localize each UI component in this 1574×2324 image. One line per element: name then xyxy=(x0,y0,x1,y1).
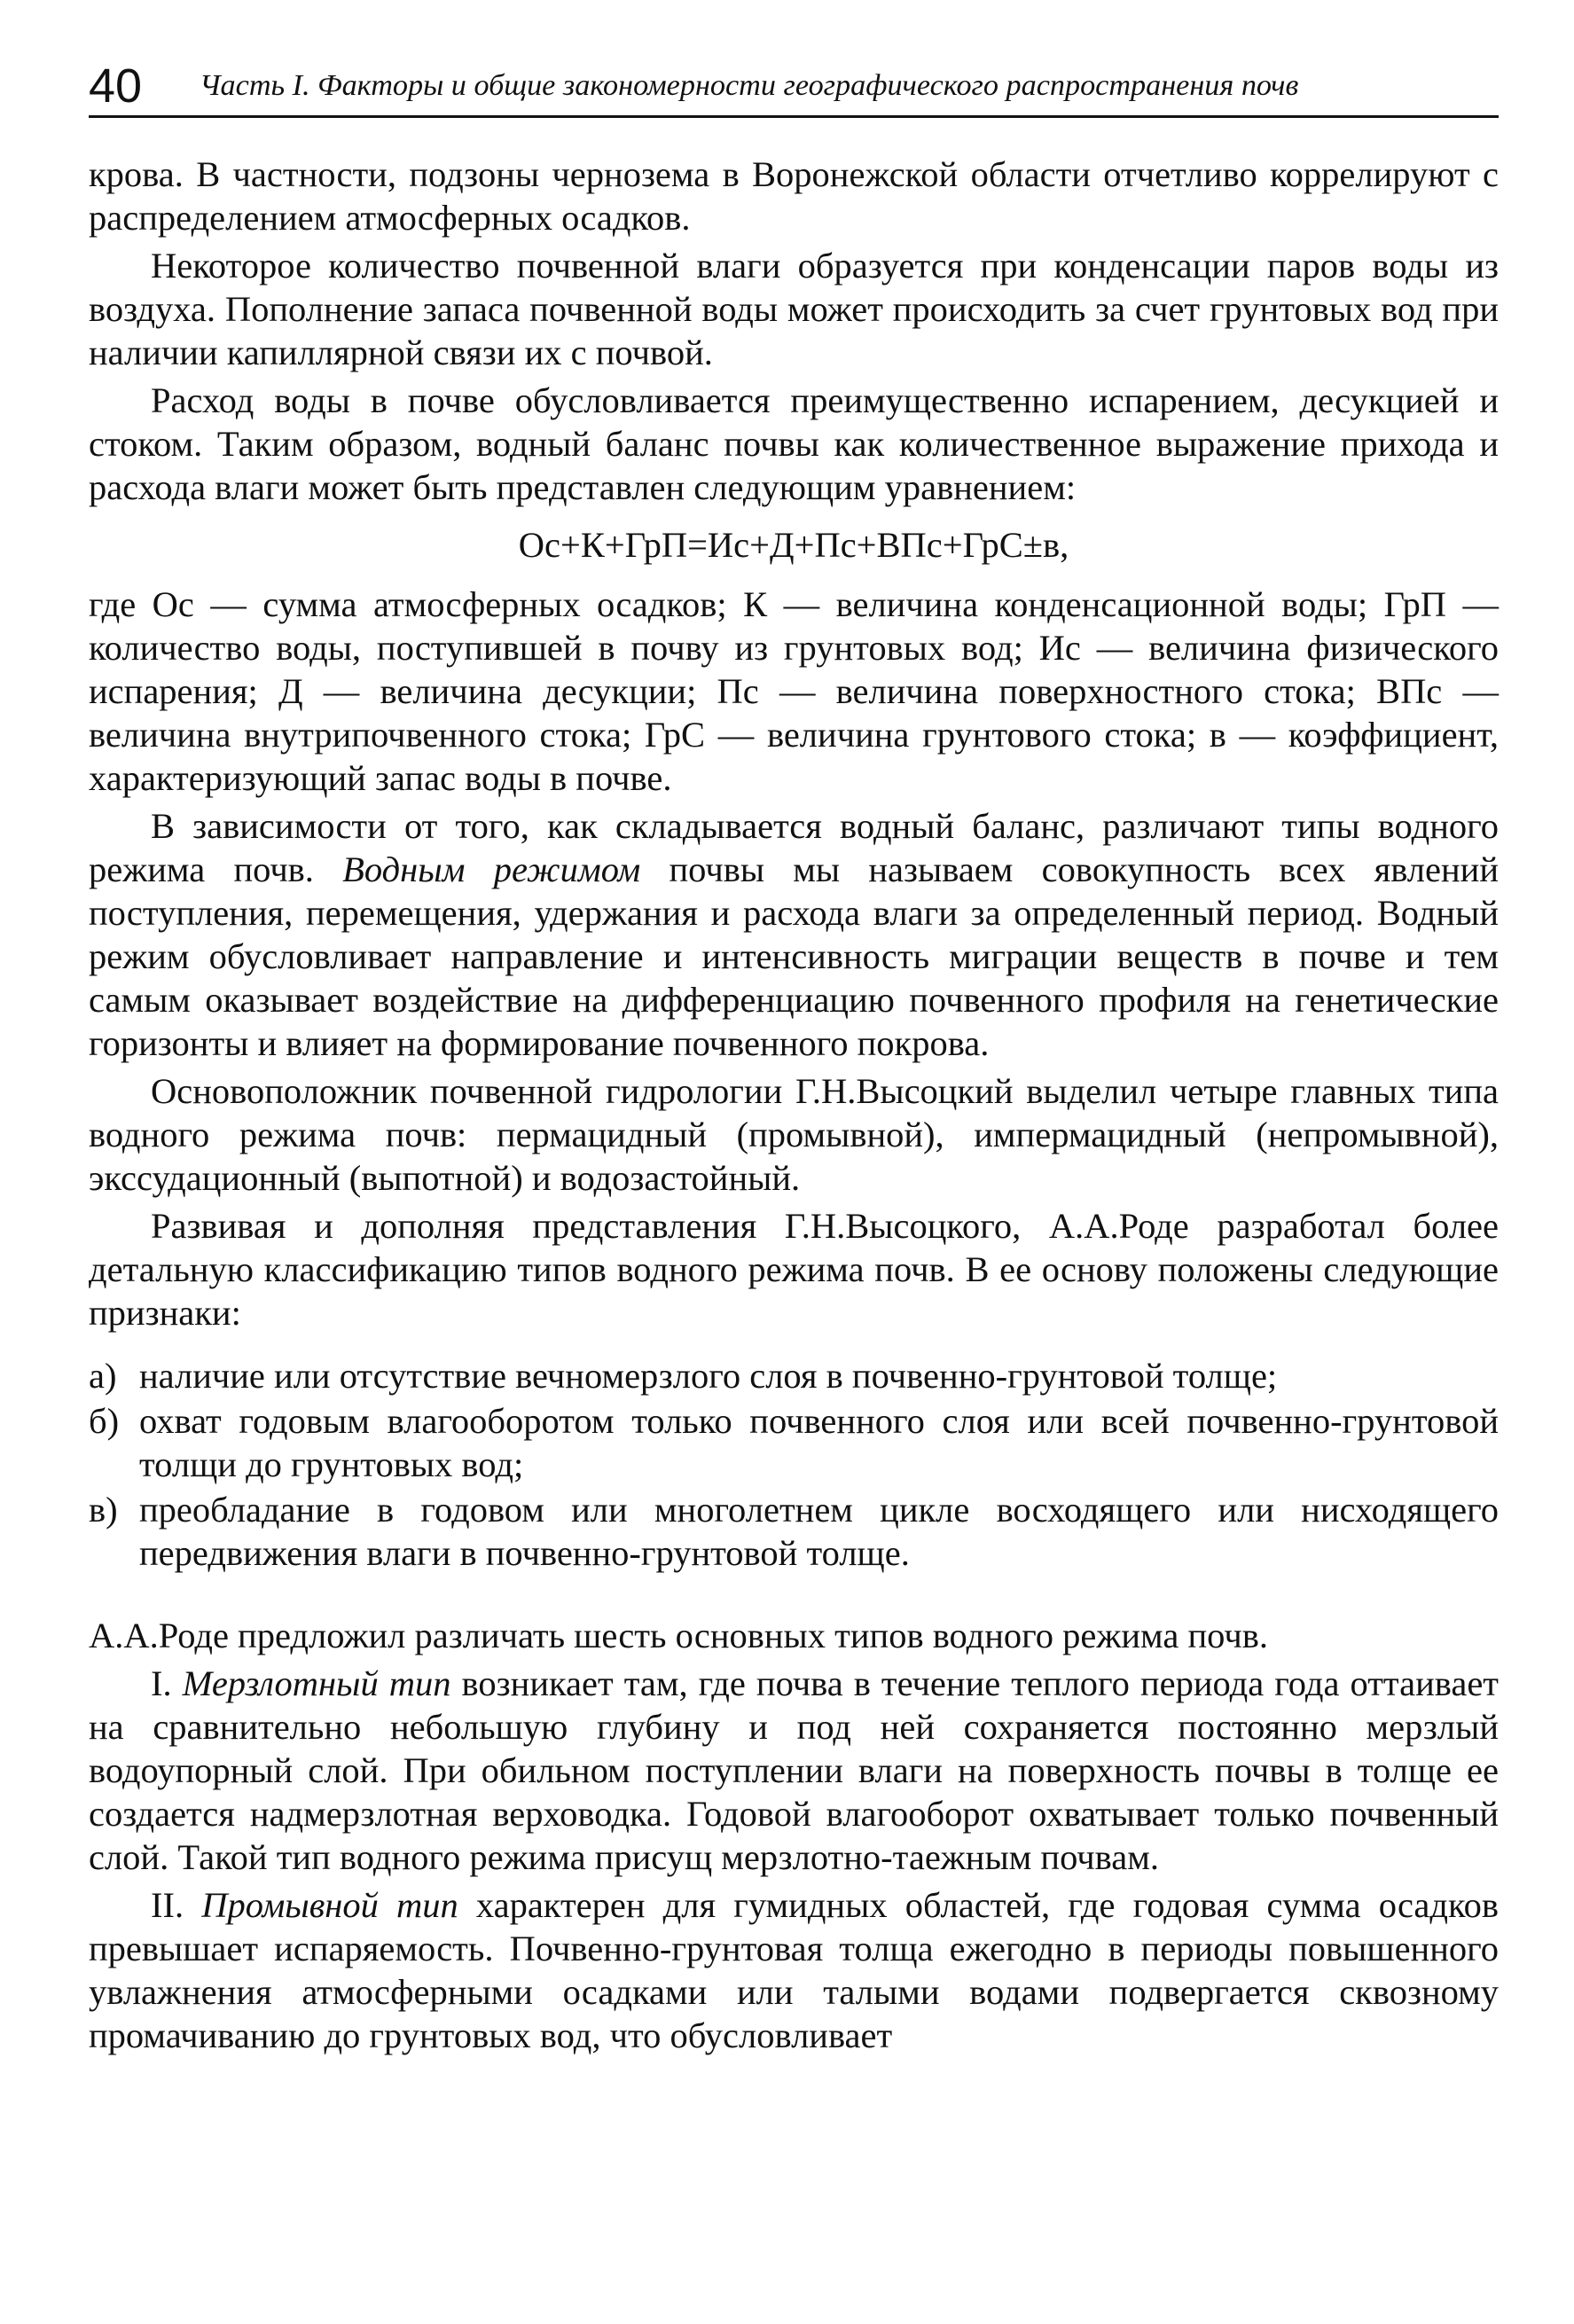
type-number: I. xyxy=(151,1663,183,1703)
paragraph-type-permafrost xyxy=(89,1662,1499,1879)
paragraph-condensation: Некоторое количество почвенной влаги образуется при конденсации паров воды из воздуха. Пополнение запаса почвенной воды может происходить за счет грунтовых вод при наличии капиллярной связи их с почвой. xyxy=(89,246,1499,372)
text-run: почвы мы называем совокупность всех явлений поступления, перемещения, удержания и расхода влаги за определенный период. Водный режим обусловливает направление и интенсивность миграции веществ в почве и тем самым оказывает воздействие на дифференциацию почвенного профиля на генетические горизонты и влияет на формирование почвенного покрова. xyxy=(89,849,1499,1063)
text-run: В зависимости от того, как складывается водный баланс, различают типы водного режима почв. xyxy=(89,806,1499,889)
list-marker: в) xyxy=(89,1490,118,1530)
page-header xyxy=(89,55,1499,117)
list-item xyxy=(89,1399,1499,1486)
list-marker: б) xyxy=(89,1401,120,1441)
list-item-text: преобладание в годовом или многолетнем цикле восходящего или нисходящего передвижения влаги в почвенно-грунтовой толще. xyxy=(139,1490,1499,1573)
header-rule xyxy=(89,115,1499,118)
list-item-text: наличие или отсутствие вечномерзлого слоя в почвенно-грунтовой толще; xyxy=(139,1356,1278,1396)
page-number: 40 xyxy=(89,59,143,113)
term-water-regime: Водным режимом xyxy=(342,849,641,889)
features-list xyxy=(89,1354,1499,1575)
list-item-text: охват годовым влагооборотом только почвенного слоя или всей почвенно-грунтовой толщи до грунтовых вод; xyxy=(139,1401,1499,1484)
list-item xyxy=(89,1354,1499,1397)
term-leaching-type: Промывной тип xyxy=(201,1885,458,1925)
list-marker: а) xyxy=(89,1356,117,1396)
body-text xyxy=(89,153,1499,2057)
paragraph-water-regime xyxy=(89,804,1499,1065)
paragraph-rode-classification: Развивая и дополняя представления Г.Н.Высоцкого, А.А.Роде разработал более детальную классификацию типов водного режима почв. В ее основу положены следующие признаки: xyxy=(89,1206,1499,1333)
type-number: II. xyxy=(151,1885,202,1925)
running-head: Часть I. Факторы и общие закономерности географического распространения почв xyxy=(200,69,1299,102)
paragraph-equation-legend: где Ос — сумма атмосферных осадков; К — величина конденсационной воды; ГрП — количество воды, поступившей в почву из грунтовых вод; Ис — величина физического испарения; Д — величина десукции; Пс — величина поверхностного стока; ВПс — величина внутрипочвенного стока; ГрС — величина грунтового стока; в — коэффициент, характеризующий запас воды в почве. xyxy=(89,584,1499,798)
paragraph-continuation: крова. В частности, подзоны чернозема в Воронежской области отчетливо коррелируют с распределением атмосферных осадков. xyxy=(89,154,1499,238)
paragraph-type-leaching xyxy=(89,1883,1499,2057)
paragraph-vysotsky: Основоположник почвенной гидрологии Г.Н.Высоцкий выделил четыре главных типа водного режима почв: пермацидный (промывной), импермацидный (непромывной), экссудационный (выпотной) и водозастойный. xyxy=(89,1071,1499,1198)
paragraph-water-loss: Расход воды в почве обусловливается преимущественно испарением, десукцией и стоком. Таким образом, водный баланс почвы как количественное выражение прихода и расхода влаги может быть представлен следующим уравнением: xyxy=(89,380,1499,507)
paragraph-six-types: А.А.Роде предложил различать шесть основных типов водного режима почв. xyxy=(89,1616,1268,1655)
text-run: возникает там, где почва в течение теплого периода года оттаивает на сравнительно небольшую глубину и под ней сохраняется постоянно мерзлый водоупорный слой. При обильном поступлении влаги на поверхность почвы в толще ее создается надмерзлотная верховодка. Годовой влагооборот охватывает только почвенный слой. Такой тип водного режима присущ мерзлотно-таежным почвам. xyxy=(89,1663,1500,1877)
water-balance-equation: Ос+К+ГрП=Ис+Д+Пс+ВПс+ГрС±в, xyxy=(518,525,1069,565)
term-permafrost-type: Мерзлотный тип xyxy=(182,1663,451,1703)
text-run: характерен для гумидных областей, где годовая сумма осадков превышает испаряемость. Почвенно-грунтовая толща ежегодно в периоды повышенного увлажнения атмосферными осадками или талыми водами подвергается сквозному промачиванию до грунтовых вод, что обусловливает xyxy=(89,1885,1500,2055)
list-item xyxy=(89,1488,1499,1575)
